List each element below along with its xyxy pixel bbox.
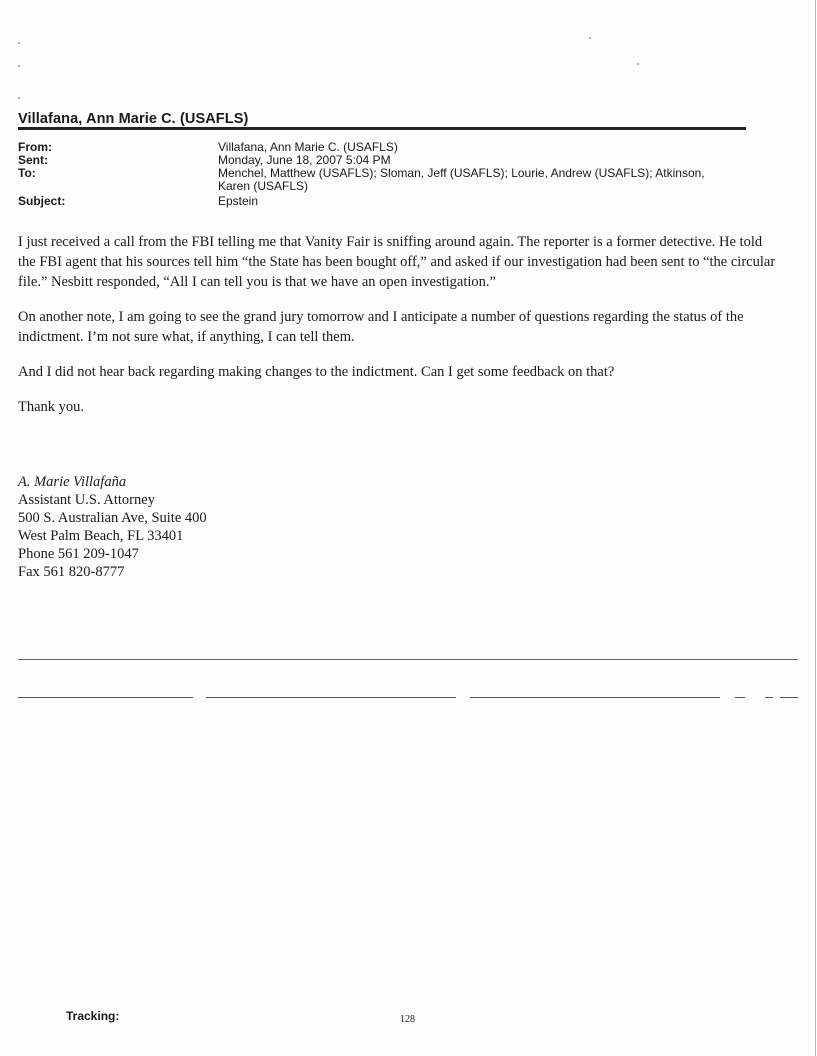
page-number: 128: [400, 1014, 415, 1025]
sent-label: Sent:: [18, 153, 48, 167]
subject-label: Subject:: [18, 194, 66, 208]
signature-address-line: 500 S. Australian Ave, Suite 400: [18, 510, 207, 526]
separator-line: [735, 697, 745, 698]
body-paragraph: Thank you.: [18, 399, 85, 415]
scan-speck: [18, 97, 20, 99]
from-label: From:: [18, 140, 52, 154]
signature-block: [18, 473, 207, 581]
scan-speck: [637, 63, 639, 65]
to-value: [218, 167, 778, 193]
tracking-label: Tracking:: [66, 1009, 120, 1023]
scan-speck: [18, 65, 20, 67]
separator-line: [765, 697, 773, 698]
body-paragraph: I just received a call from the FBI telling me that Vanity Fair is sniffing around again. The reporter is a former detective. He told the FBI agent that his sources tell him “the State has been bought off,” and asked if our investigation had been sent to “the circular file.” Nesbitt responded, “All I can tell you is that we have an open investigation.”: [18, 234, 776, 290]
to-label: To:: [18, 166, 36, 180]
sender-title: Villafana, Ann Marie C. (USAFLS): [18, 111, 249, 127]
to-value-line: Karen (USAFLS): [218, 179, 309, 193]
title-underline: [18, 127, 746, 130]
body-paragraph: On another note, I am going to see the grand jury tomorrow and I anticipate a number of questions regarding the status of the indictment. I’m not sure what, if anything, I can tell them.: [18, 309, 744, 345]
from-row: [18, 141, 778, 154]
scan-speck: [589, 37, 591, 39]
signature-phone: Phone 561 209-1047: [18, 546, 139, 562]
sent-value: Monday, June 18, 2007 5:04 PM: [218, 153, 391, 167]
body-paragraph: And I did not hear back regarding making changes to the indictment. Can I get some feedback on that?: [18, 364, 615, 380]
separator-line: [18, 697, 193, 698]
separator-line: [470, 697, 720, 698]
email-body: [18, 232, 783, 432]
signature-address-line: West Palm Beach, FL 33401: [18, 528, 184, 544]
signature-title: Assistant U.S. Attorney: [18, 492, 155, 508]
subject-row: [18, 195, 778, 208]
signature-fax: Fax 561 820-8777: [18, 564, 125, 580]
from-value: Villafana, Ann Marie C. (USAFLS): [218, 140, 398, 154]
to-row: [18, 167, 778, 193]
signature-name: A. Marie Villafaña: [18, 474, 127, 490]
email-header: [18, 141, 778, 208]
scan-edge-line: [815, 0, 816, 1056]
separator-line: [206, 697, 456, 698]
to-value-line: Menchel, Matthew (USAFLS); Sloman, Jeff (USAFLS); Lourie, Andrew (USAFLS); Atkinson,: [218, 166, 705, 180]
scan-speck: [18, 42, 20, 44]
subject-value: Epstein: [218, 194, 259, 208]
separator-line: [780, 697, 798, 698]
separator-line: [18, 659, 798, 660]
